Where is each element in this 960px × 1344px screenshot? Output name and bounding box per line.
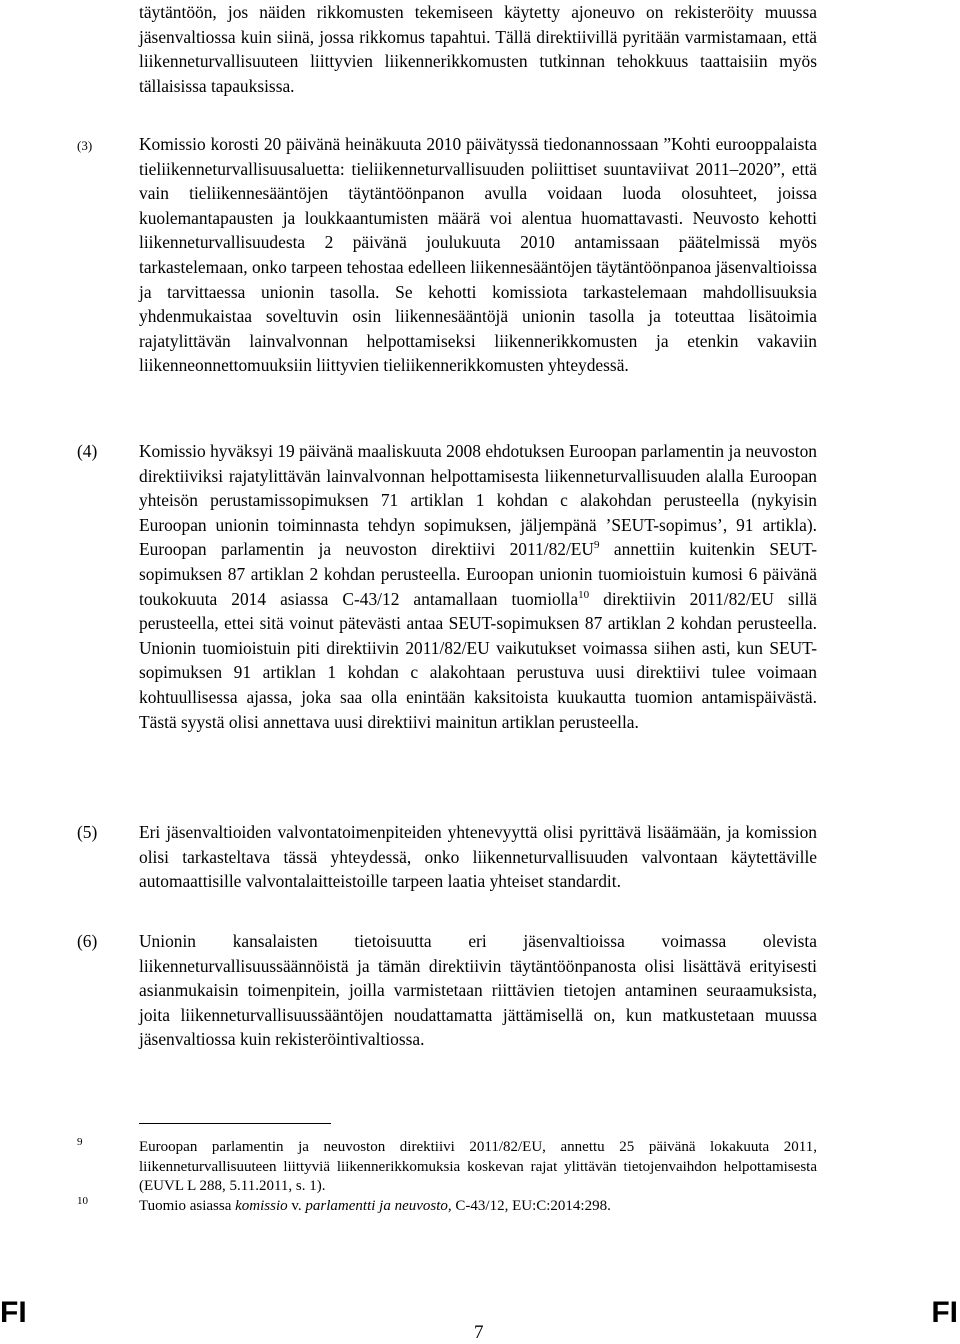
recital-paragraph: Eri jäsenvaltioiden valvontatoimenpiteiden yhtenevyyttä olisi pyrittävä lisäämään, ja komission olisi tarkasteltava tässä yhteydessä, onko liikenneturvallisuuden valvontaan käytettäville automaattisille valvontalaitteistoille tarpeen laatia yhteiset standardit. [139, 822, 817, 892]
footnote-ref[interactable]: 9 [593, 539, 600, 552]
recital-paragraph: Komissio korosti 20 päivänä heinäkuuta 2010 päivätyssä tiedonannossaan ”Kohti eurooppalaista tieliikenneturvallisuusaluetta: tieliikenneturvallisuuden poliittiset suuntaviivat 2011–2020”, että vain tieliikennesääntöjen täytäntöönpanon avulla voidaan luoda olosuhteet, joissa kuolemantapausten ja loukkaantumisten määrä voi alentua huomattavasti. Neuvosto kehotti liikenneturvallisuudesta 2 päivänä joulukuuta 2010 antamissaan päätelmissä myös tarkastelemaan, onko tarpeen tehostaa edelleen liikennesääntöjen täytäntöönpanoa jäsenvaltioissa ja tarvittaessa unionin tasolla. Se kehotti komissiota tarkastelemaan mahdollisuuksia yhdenmukaistaa soveltuvin osin liikennesääntöjä unionin tasolla ja toteuttaa lisätoimia rajatylittävän lainvalvonnan helpottamiseksi liikennerikkomusten ja etenkin vakaviin liikenneonnettomuuksiin liittyvien tieliikennerikkomusten yhteydessä. [139, 134, 817, 376]
language-code-left: FI [0, 1296, 27, 1329]
footnote-text: Tuomio asiassa komissio v. parlamentti ja neuvosto, C-43/12, EU:C:2014:298. [139, 1198, 611, 1214]
recital-number: (3) [77, 138, 93, 153]
intro-paragraph: täytäntöön, jos näiden rikkomusten tekemiseen käytetty ajoneuvo on rekisteröity muussa jäsenvaltiossa kuin siinä, jossa rikkomus tapahtui. Tällä direktiivillä pyritään varmistamaan, että liikenneturvallisuuteen liittyvien liikennerikkomusten tutkinnan tehokkuus taattaisiin myös tällaisissa tapauksissa. [139, 2, 817, 96]
footnote-number: 10 [77, 1195, 88, 1207]
footnote-text: Euroopan parlamentin ja neuvoston direktiivi 2011/82/EU, annettu 25 päivänä lokakuuta 2011, liikenneturvallisuuteen liittyviä liikennerikkomuksia koskevan rajat ylittävän tietojenvaihdon helpottamisesta (EUVL L 288, 5.11.2011, s. 1). [139, 1139, 817, 1195]
recital-paragraph: Unionin kansalaisten tietoisuutta eri jäsenvaltioissa voimassa olevista liikenneturvallisuussäännöistä ja tämän direktiivin täytäntöönpanosta olisi lisättävä erityisesti asianmukaisin toimenpitein, joilla varmistetaan riittävien tietojen antaminen seuraamuksista, joita liikenneturvallisuussääntöjen noudattamatta jättämisellä on, kun matkustetaan muussa jäsenvaltiossa kuin rekisteröintivaltiossa. [139, 931, 817, 1050]
language-code-right: FI [931, 1296, 958, 1329]
page-number: 7 [474, 1322, 484, 1343]
footnote-number: 9 [77, 1136, 83, 1148]
recital-paragraph [139, 439, 817, 734]
recital-text: Komissio hyväksyi 19 päivänä maaliskuuta 2008 ehdotuksen Euroopan parlamentin ja neuvoston direktiiviksi rajatylittävän lainvalvonnan helpottamisesta liikenneturvallisuuden alalla Euroopan yhteisön perustamissopimuksen 71 artiklan 1 kohdan c alakohdan perusteella (nykyisin Euroopan unionin toiminnasta tehdyn sopimuksen, jäljempänä ’SEUT-sopimus’, 91 artikla). Euroopan parlamentin ja neuvoston direktiivi 2011/82/EU [139, 441, 817, 560]
footnote-separator [139, 1123, 331, 1124]
recital-text: direktiivin 2011/82/EU sillä perusteella, ettei sitä voinut pätevästi antaa SEUT-sopimuksen 87 artiklan 2 kohdan perusteella. Unionin tuomioistuin piti direktiivin 2011/82/EU vaikutukset voimassa siihen asti, kun SEUT-sopimuksen 91 artiklan 1 kohdan c alakohtaan perustuva uusi direktiivi tulee voimaan kohtuullisessa ajassa, joka saa olla enintään kaksitoista kuukautta tuomion antamispäivästä. Tästä syystä olisi annettava uusi direktiivi mainitun artiklan perusteella. [139, 588, 817, 732]
recital-text: annettiin kuitenkin SEUT-sopimuksen 87 artiklan 2 kohdan perusteella. Euroopan unionin tuomioistuin kumosi 6 päivänä toukokuuta 2014 asiassa C-43/12 antamallaan tuomiolla [139, 539, 817, 609]
recital-number: (4) [77, 441, 98, 461]
footnote-ref[interactable]: 10 [578, 588, 590, 601]
recital-number: (6) [77, 931, 98, 951]
recital-number: (5) [77, 822, 98, 842]
